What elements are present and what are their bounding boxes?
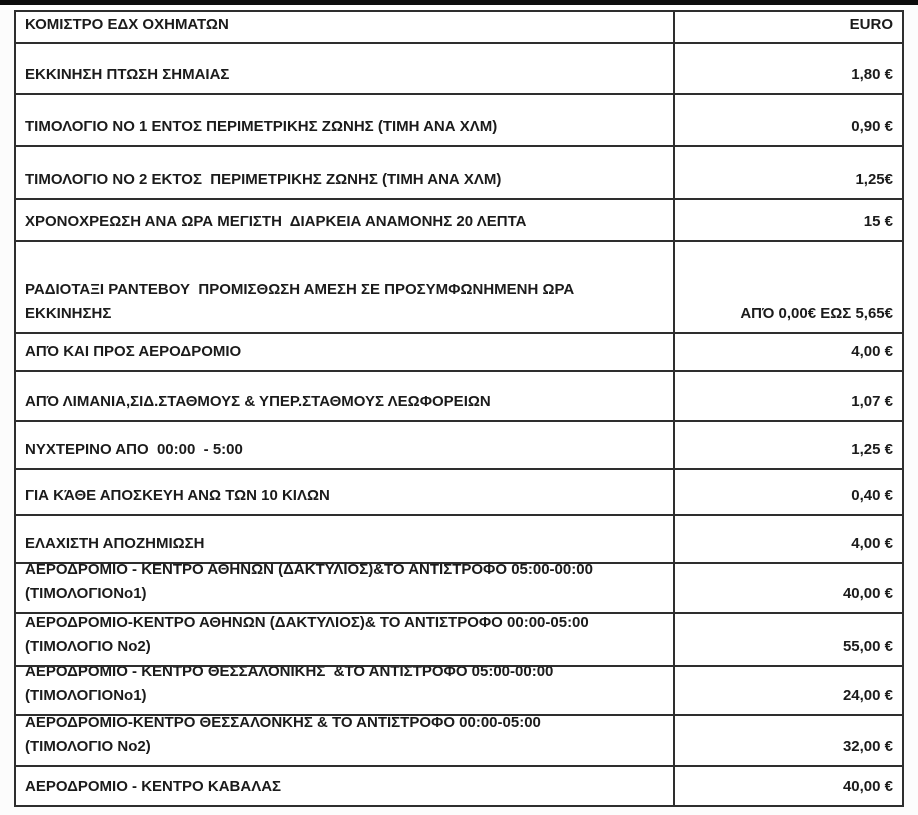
fare-description bbox=[16, 614, 675, 665]
fare-price: 4,00 € bbox=[851, 535, 893, 552]
fare-description-line: ΕΛΑΧΙΣΤΗ ΑΠΟΖΗΜΙΩΣΗ bbox=[25, 535, 205, 552]
table-row bbox=[16, 612, 902, 665]
fare-description-line: ΑΕΡΟΔΡΟΜΙΟ - ΚΕΝΤΡΟ ΘΕΣΣΑΛΟΝΙΚΗΣ &ΤΟ ΑΝΤΙΣΤΡΟΦΟ 05:00-00:00 bbox=[25, 667, 554, 680]
fare-description bbox=[16, 667, 675, 714]
fare-price: 0,90 € bbox=[851, 118, 893, 135]
table-row bbox=[16, 198, 902, 240]
fare-price: 0,40 € bbox=[851, 487, 893, 504]
fare-description bbox=[16, 716, 675, 765]
fare-price: 1,25 € bbox=[851, 441, 893, 458]
fare-description bbox=[16, 95, 675, 145]
fare-price: 1,07 € bbox=[851, 393, 893, 410]
fare-price: 1,80 € bbox=[851, 66, 893, 83]
fare-description-line: (ΤΙΜΟΛΟΓΙΟΝο1) bbox=[25, 687, 147, 704]
fare-price: 40,00 € bbox=[842, 585, 893, 602]
fare-description bbox=[16, 372, 675, 420]
fare-price: 55,00 € bbox=[842, 638, 893, 655]
fare-description bbox=[16, 470, 675, 514]
fare-description-line: ΤΙΜΟΛΟΓΙΟ ΝΟ 2 ΕΚΤΟΣ ΠΕΡΙΜΕΤΡΙΚΗΣ ΖΩΝΗΣ (ΤΙΜΗ ΑΝΑ ΧΛΜ) bbox=[25, 171, 502, 188]
top-border-bar bbox=[0, 0, 918, 5]
fare-description-line: ΧΡΟΝΟΧΡΕΩΣΗ ΑΝΑ ΩΡΑ ΜΕΓΙΣΤΗ ΔΙΑΡΚΕΙΑ ΑΝΑΜΟΝΗΣ 20 ΛΕΠΤΑ bbox=[25, 213, 527, 230]
fare-description bbox=[16, 147, 675, 198]
fare-description-line: ΑΠΌ ΚΑΙ ΠΡΟΣ ΑΕΡΟΔΡΟΜΙΟ bbox=[25, 343, 242, 360]
table-row bbox=[16, 468, 902, 514]
fare-description-line: ΑΕΡΟΔΡΟΜΙΟ-ΚΕΝΤΡΟ ΘΕΣΣΑΛΟΝΚΗΣ & ΤΟ ΑΝΤΙΣΤΡΟΦΟ 00:00-05:00 bbox=[25, 716, 541, 731]
fare-description-line: ΝΥΧΤΕΡΙΝΟ ΑΠΟ 00:00 - 5:00 bbox=[25, 441, 243, 458]
fare-description bbox=[16, 44, 675, 93]
fare-description bbox=[16, 334, 675, 370]
fare-description-line: ΓΙΑ ΚΆΘΕ ΑΠΟΣΚΕΥΗ ΑΝΩ ΤΩΝ 10 ΚΙΛΩΝ bbox=[25, 487, 330, 504]
fare-price: 1,25€ bbox=[855, 171, 893, 188]
table-row bbox=[16, 765, 902, 805]
table-row bbox=[16, 714, 902, 765]
table-row bbox=[16, 42, 902, 93]
fare-description bbox=[16, 516, 675, 562]
fare-description-line: ΑΕΡΟΔΡΟΜΙΟ - ΚΕΝΤΡΟ ΚΑΒΑΛΑΣ bbox=[25, 778, 282, 795]
table-row bbox=[16, 420, 902, 468]
table-row bbox=[16, 145, 902, 198]
fare-price: 40,00 € bbox=[842, 778, 893, 795]
fare-table bbox=[14, 10, 904, 807]
fare-price: 24,00 € bbox=[842, 687, 893, 704]
fare-description-line: ΑΕΡΟΔΡΟΜΙΟ - ΚΕΝΤΡΟ ΑΘΗΝΩΝ (ΔΑΚΤΥΛΙΟΣ)&ΤΟ ΑΝΤΙΣΤΡΟΦΟ 05:00-00:00 bbox=[25, 564, 593, 578]
fare-price: 32,00 € bbox=[842, 738, 893, 755]
table-row bbox=[16, 370, 902, 420]
fare-description bbox=[16, 767, 675, 805]
fare-description bbox=[16, 564, 675, 612]
fare-price: 15 € bbox=[863, 213, 893, 230]
table-header-row bbox=[16, 12, 902, 42]
fare-description-line: (ΤΙΜΟΛΟΓΙΟ Νο2) bbox=[25, 638, 151, 655]
fare-description-line: ΑΠΌ ΛΙΜΑΝΙΑ,ΣΙΔ.ΣΤΑΘΜΟΥΣ & ΥΠΕΡ.ΣΤΑΘΜΟΥΣ ΛΕΩΦΟΡΕΙΩΝ bbox=[25, 393, 491, 410]
table-row bbox=[16, 562, 902, 612]
fare-description-line: (ΤΙΜΟΛΟΓΙΟΝο1) bbox=[25, 585, 147, 602]
fare-description-line: ΤΙΜΟΛΟΓΙΟ ΝΟ 1 ΕΝΤΟΣ ΠΕΡΙΜΕΤΡΙΚΗΣ ΖΩΝΗΣ (ΤΙΜΗ ΑΝΑ ΧΛΜ) bbox=[25, 118, 498, 135]
table-row bbox=[16, 93, 902, 145]
fare-description bbox=[16, 242, 675, 332]
fare-description-line: ΕΚΚΙΝΗΣΗΣ bbox=[25, 305, 112, 322]
fare-description-line: ΑΕΡΟΔΡΟΜΙΟ-ΚΕΝΤΡΟ ΑΘΗΝΩΝ (ΔΑΚΤΥΛΙΟΣ)& ΤΟ ΑΝΤΙΣΤΡΟΦΟ 00:00-05:00 bbox=[25, 614, 589, 631]
fare-price: 4,00 € bbox=[851, 343, 893, 360]
fare-description bbox=[16, 422, 675, 468]
fare-description-line: (ΤΙΜΟΛΟΓΙΟ Νο2) bbox=[25, 738, 151, 755]
fare-description-line: ΡΑΔΙΟΤΑΞΙ ΡΑΝΤΕΒΟΥ ΠΡΟΜΙΣΘΩΣΗ ΑΜΕΣΗ ΣΕ ΠΡΟΣΥΜΦΩΝΗΜΕΝΗ ΩΡΑ bbox=[25, 281, 575, 298]
table-row bbox=[16, 514, 902, 562]
table-row bbox=[16, 665, 902, 714]
fare-description-line: ΕΚΚΙΝΗΣΗ ΠΤΩΣΗ ΣΗΜΑΙΑΣ bbox=[25, 66, 230, 83]
fare-price: ΑΠΌ 0,00€ ΕΩΣ 5,65€ bbox=[740, 305, 893, 322]
fare-description bbox=[16, 200, 675, 240]
currency-column-header: EURO bbox=[849, 16, 893, 33]
table-title: ΚΟΜΙΣΤΡΟ ΕΔΧ ΟΧΗΜΑΤΩΝ bbox=[16, 12, 675, 42]
table-row bbox=[16, 332, 902, 370]
table-row bbox=[16, 240, 902, 332]
